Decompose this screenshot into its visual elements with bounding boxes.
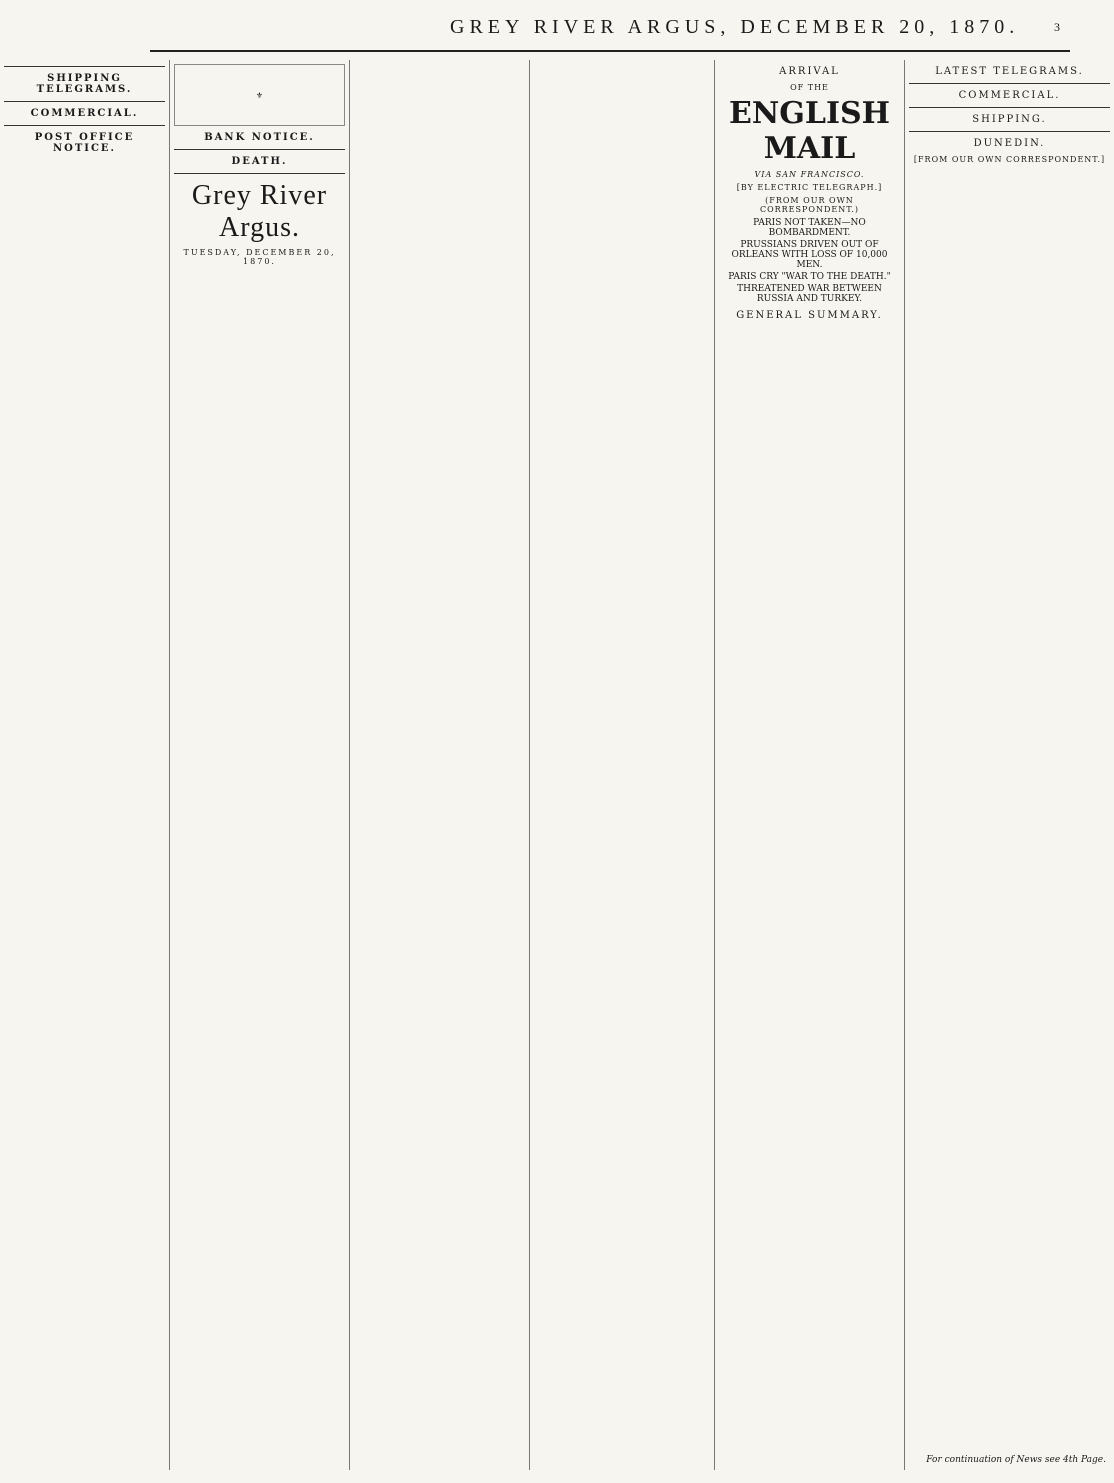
shipping: SHIPPING. (972, 114, 1047, 125)
commercial-heading: COMMERCIAL. (30, 108, 139, 119)
arrival-title: ARRIVAL (779, 66, 840, 77)
english-mail-title: ENGLISH MAIL (728, 96, 891, 166)
general-summary: GENERAL SUMMARY. (736, 310, 883, 321)
via-sanfran: VIA SAN FRANCISCO. (754, 170, 865, 179)
bank-notice-heading: BANK NOTICE. (204, 132, 315, 143)
own-correspondent: [FROM OUR OWN CORRESPONDENT.] (913, 155, 1106, 164)
column-3 (350, 60, 530, 1470)
headline-4: THREATENED WAR BETWEEN RUSSIA AND TURKEY. (737, 284, 882, 304)
dunedin: DUNEDIN. (973, 138, 1046, 149)
column-1 (0, 60, 170, 1470)
headline-3: PARIS CRY "WAR TO THE DEATH." (728, 272, 891, 282)
masthead (150, 10, 1070, 52)
page-title: GREY RIVER ARGUS, DECEMBER 20, 1870. (450, 16, 1020, 38)
paper-date: TUESDAY, DECEMBER 20, 1870. (183, 248, 336, 266)
shipping-telegrams-heading: SHIPPING TELEGRAMS. (36, 73, 133, 95)
column-2 (170, 60, 350, 1470)
page-number: 3 (1054, 20, 1060, 34)
headline-2: PRUSSIANS DRIVEN OUT OF ORLEANS WITH LOSS OF 10,000 MEN. (731, 240, 888, 270)
crest-logo: ⚜ (174, 64, 345, 126)
death-heading: DEATH. (231, 156, 288, 167)
correspondent: (FROM OUR OWN CORRESPONDENT.) (759, 196, 860, 214)
commercial: COMMERCIAL. (958, 90, 1061, 101)
of-the: OF THE (790, 83, 829, 92)
footer-note: For continuation of News see 4th Page. (926, 1455, 1106, 1465)
paper-title: Grey River Argus. (191, 180, 328, 243)
column-6 (905, 60, 1114, 1470)
latest-telegrams: LATEST TELEGRAMS. (935, 66, 1084, 77)
headline-1: PARIS NOT TAKEN—NO BOMBARDMENT. (753, 218, 866, 238)
telegraph: [BY ELECTRIC TELEGRAPH.] (736, 183, 883, 192)
post-office-heading: POST OFFICE NOTICE. (34, 132, 135, 154)
column-4 (530, 60, 715, 1470)
column-5 (715, 60, 905, 1470)
